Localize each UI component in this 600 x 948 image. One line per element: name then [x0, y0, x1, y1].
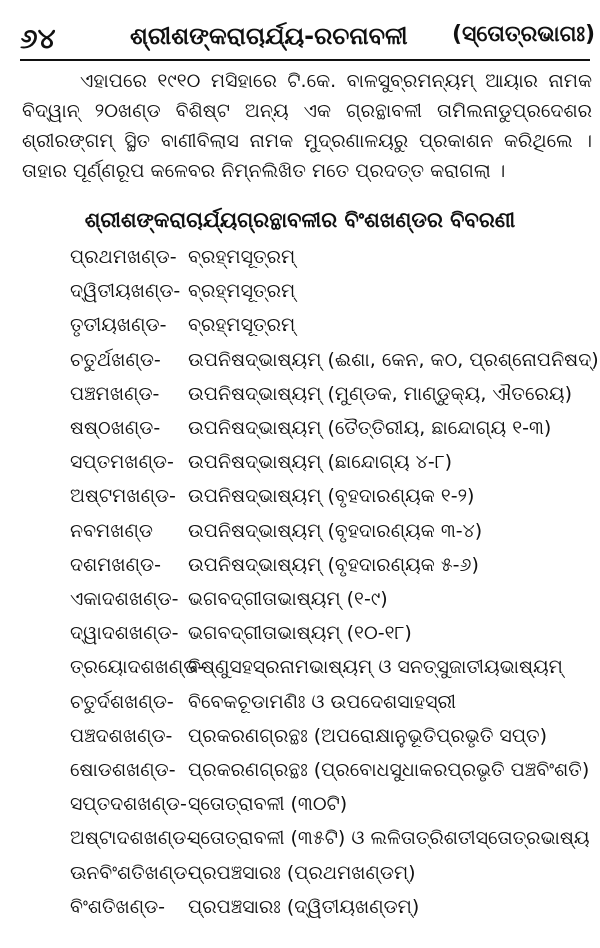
- volume-row: [0, 383, 600, 417]
- volume-content: ଉପନିଷଦ୍ଭାଷ୍ୟମ୍ (ଈଶା, କେନ, କଠ, ପ୍ରଶ୍ନୋପନିଷଦ୍): [188, 349, 599, 371]
- volume-label: ଦଶମଖଣ୍ଡ-: [70, 554, 161, 576]
- volume-content: ପ୍ରକରଣଗ୍ରନ୍ଥଃ (ଅପରୋକ୍ଷାନୁଭୂତିପ୍ରଭୃତି ସପ୍ତ): [188, 725, 547, 747]
- volume-row: [0, 656, 600, 690]
- page-number: ୬୪: [20, 22, 56, 55]
- volume-content: ଉପନିଷଦ୍ଭାଷ୍ୟମ୍ (ବୃହଦାରଣ୍ୟକ ୧-୨): [188, 485, 475, 507]
- volume-content: ପ୍ରପଞ୍ଚସାରଃ (ଦ୍ୱିତୀୟଖଣ୍ଡମ୍): [188, 896, 420, 918]
- volume-content: ସ୍ତୋତ୍ରାବଳୀ (୩୫ଟି) ଓ ଲଳିତାତ୍ରିଶତୀସ୍ତୋତ୍ରଭାଷ୍ୟ: [188, 827, 590, 849]
- volume-content: ପ୍ରପଞ୍ଚସାରଃ (ପ୍ରଥମଖଣ୍ଡମ୍): [188, 862, 416, 884]
- volume-row: [0, 314, 600, 348]
- volume-row: [0, 520, 600, 554]
- volume-row: [0, 280, 600, 314]
- volume-row: [0, 349, 600, 383]
- header-divider: [20, 59, 590, 61]
- volume-content: ବିଷ୍ଣୁସହସ୍ରନାମଭାଷ୍ୟମ୍ ଓ ସନତ୍ସୁଜାତୀୟଭାଷ୍ୟମ୍: [188, 656, 563, 678]
- volume-label: ସପ୍ତଦଶଖଣ୍ଡ-: [70, 793, 187, 815]
- volume-content: ପ୍ରକରଣଗ୍ରନ୍ଥଃ (ପ୍ରବୋଧସୁଧାକରପ୍ରଭୃତି ପଞ୍ଚବିଂଶତି): [188, 759, 590, 781]
- volume-content: ବିବେକଚୂଡାମଣିଃ ଓ ଉପଦେଶସାହସ୍ରୀ: [188, 691, 457, 713]
- volume-label: ଅଷ୍ଟମଖଣ୍ଡ-: [70, 485, 176, 507]
- volume-label: ପ୍ରଥମଖଣ୍ଡ-: [70, 246, 177, 268]
- volume-label: ନବମଖଣ୍ଡ: [70, 520, 153, 542]
- volume-label: ଚତୁର୍ଥଖଣ୍ଡ-: [70, 349, 161, 371]
- volume-content: ଉପନିଷଦ୍ଭାଷ୍ୟମ୍ (ଛାନ୍ଦୋଗ୍ୟ ୪-୮): [188, 451, 453, 473]
- volume-label: ଦ୍ୱାଦଶଖଣ୍ଡ-: [70, 622, 179, 644]
- page-header: [0, 0, 600, 62]
- volume-content: ଭଗବଦ୍ଗୀତାଭାଷ୍ୟମ୍ (୧-୯): [188, 588, 388, 610]
- volume-label: ତୃତୀୟଖଣ୍ଡ-: [70, 314, 167, 336]
- intro-text: ଏହାପରେ ୧୯୧୦ ମସିହାରେ ଟି.କେ. ବାଳସୁବ୍ରମନ୍ୟମ୍ ଆୟାର ନାମକ ବିଦ୍ୱାନ୍ ୨୦ଖଣ୍ଡ ବିଶିଷ୍ଟ ଅନ୍ୟ ଏକ ଗ୍ରନ୍ଥାବଳୀ ତାମିଲନାଡୁପ୍ରଦେଶର ଶ୍ରୀରଙ୍ଗମ୍ ସ୍ଥିତ ବାଣୀବିଲାସ ନାମକ ମୁଦ୍ରଣାଳୟରୁ ପ୍ରକାଶନ କରିଥିଲେ । ତାହାର ପୂର୍ଣ୍ଣରୂପ କଳେବର ନିମ୍ନଲିଖିତ ମତେ ପ୍ରଦତ୍ତ କରାଗଲା ।: [22, 70, 592, 182]
- volume-content: ଭଗବଦ୍ଗୀତାଭାଷ୍ୟମ୍ (୧୦-୧୮): [188, 622, 412, 644]
- volume-label: ସପ୍ତମଖଣ୍ଡ-: [70, 451, 174, 473]
- volume-content: ଉପନିଷଦ୍ଭାଷ୍ୟମ୍ (ବୃହଦାରଣ୍ୟକ ୩-୪): [188, 520, 483, 542]
- volume-row: [0, 588, 600, 622]
- volume-label: ଊନବିଂଶତିଖଣ୍ଡ-: [70, 862, 195, 884]
- volume-row: [0, 246, 600, 280]
- volume-label: ଷଷ୍ଠଖଣ୍ଡ-: [70, 417, 161, 439]
- volume-row: [0, 896, 600, 930]
- volume-row: [0, 622, 600, 656]
- section-tag: (ସ୍ତୋତ୍ରଭାଗଃ): [452, 22, 596, 47]
- volume-label: ଦ୍ୱିତୀୟଖଣ୍ଡ-: [70, 280, 181, 302]
- volume-content: ଉପନିଷଦ୍ଭାଷ୍ୟମ୍ (ମୁଣ୍ଡକ, ମାଣ୍ଡୁକ୍ୟ, ଐତରେୟ): [188, 383, 572, 405]
- volume-label: ତ୍ରୟୋଦଶଖଣ୍ଡ-: [70, 656, 205, 678]
- volume-label: ଚତୁର୍ଦଶଖଣ୍ଡ-: [70, 691, 174, 713]
- volume-content: ଉପନିଷଦ୍ଭାଷ୍ୟମ୍ (ବୃହଦାରଣ୍ୟକ ୫-୬): [188, 554, 479, 576]
- volume-label: ଏକାଦଶଖଣ୍ଡ-: [70, 588, 179, 610]
- volume-row: [0, 759, 600, 793]
- volume-row: [0, 485, 600, 519]
- volume-content: ଉପନିଷଦ୍ଭାଷ୍ୟମ୍ (ତୈତ୍ତିରୀୟ, ଛାନ୍ଦୋଗ୍ୟ ୧-୩): [188, 417, 552, 439]
- volume-row: [0, 793, 600, 827]
- volume-content: ବ୍ରହ୍ମସୂତ୍ରମ୍: [188, 280, 296, 302]
- volume-row: [0, 417, 600, 451]
- list-heading: ଶ୍ରୀଶଙ୍କରାଚାର୍ଯ୍ୟଗ୍ରନ୍ଥାବଳୀର ବିଂଶଖଣ୍ଡର ବିବରଣୀ: [84, 208, 516, 232]
- volume-row: [0, 451, 600, 485]
- volume-row: [0, 554, 600, 588]
- volume-content: ବ୍ରହ୍ମସୂତ୍ରମ୍: [188, 314, 296, 336]
- volume-label: ବିଂଶତିଖଣ୍ଡ-: [70, 896, 166, 918]
- volume-label: ଷୋଡଶଖଣ୍ଡ-: [70, 759, 176, 781]
- volume-label: ପଞ୍ଚମଖଣ୍ଡ-: [70, 383, 160, 405]
- intro-paragraph: [22, 66, 592, 186]
- volume-label: ପଞ୍ଚଦଶଖଣ୍ଡ-: [70, 725, 173, 747]
- volume-row: [0, 725, 600, 759]
- volume-label: ଅଷ୍ଟାଦଶଖଣ୍ଡ-: [70, 827, 194, 849]
- volume-row: [0, 862, 600, 896]
- running-title: ଶ୍ରୀଶଙ୍କରାଚାର୍ଯ୍ୟ-ରଚନାବଳୀ: [130, 22, 408, 50]
- volume-content: ସ୍ତୋତ୍ରାବଳୀ (୩୦ଟି): [188, 793, 348, 815]
- volume-content: ବ୍ରହ୍ମସୂତ୍ରମ୍: [188, 246, 296, 268]
- volume-row: [0, 691, 600, 725]
- volume-row: [0, 827, 600, 861]
